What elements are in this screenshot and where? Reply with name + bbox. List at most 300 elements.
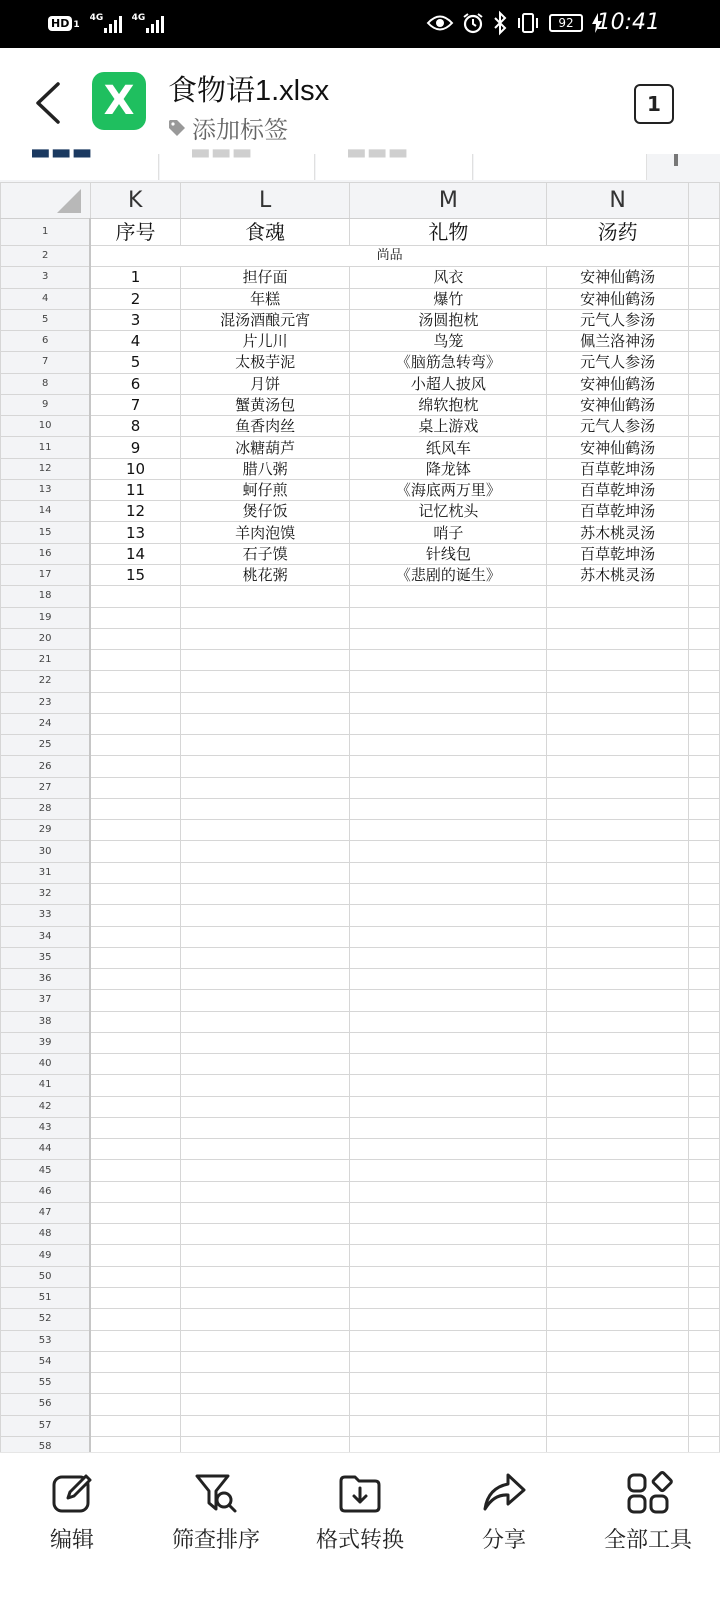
cell[interactable]: 13 (90, 522, 180, 543)
cell[interactable]: 纸风车 (350, 437, 547, 458)
cell[interactable] (689, 543, 720, 564)
cell[interactable] (350, 1181, 547, 1202)
cell[interactable] (689, 1181, 720, 1202)
row-number[interactable]: 41 (1, 1075, 91, 1096)
row-number[interactable]: 45 (1, 1160, 91, 1181)
cell[interactable] (689, 586, 720, 607)
cell[interactable] (350, 735, 547, 756)
cell[interactable] (90, 883, 180, 904)
cell[interactable]: 桌上游戏 (350, 416, 547, 437)
cell[interactable] (180, 1266, 350, 1287)
cell[interactable] (689, 1394, 720, 1415)
cell[interactable] (689, 1245, 720, 1266)
cell[interactable] (689, 352, 720, 373)
cell[interactable] (689, 564, 720, 585)
cell[interactable] (90, 1054, 180, 1075)
cell[interactable] (180, 671, 350, 692)
cell[interactable]: 太极芋泥 (180, 352, 350, 373)
cell[interactable] (350, 1266, 547, 1287)
cell[interactable] (90, 1160, 180, 1181)
cell[interactable]: 鸟笼 (350, 331, 547, 352)
row-number[interactable]: 26 (1, 756, 91, 777)
row-number[interactable]: 32 (1, 883, 91, 904)
cell[interactable] (90, 1224, 180, 1245)
cell[interactable] (547, 1330, 689, 1351)
cell[interactable]: 《悲剧的诞生》 (350, 564, 547, 585)
cell[interactable] (350, 1373, 547, 1394)
cell[interactable]: 序号 (90, 219, 180, 246)
cell[interactable] (547, 1011, 689, 1032)
cell[interactable] (350, 926, 547, 947)
cell[interactable] (90, 1117, 180, 1138)
cell[interactable] (547, 1202, 689, 1223)
cell[interactable] (547, 1117, 689, 1138)
row-number[interactable]: 15 (1, 522, 91, 543)
column-header-m[interactable]: M (350, 183, 547, 219)
cell[interactable] (350, 777, 547, 798)
cell[interactable] (689, 735, 720, 756)
cell[interactable]: 元气人参汤 (547, 309, 689, 330)
cell[interactable] (90, 1394, 180, 1415)
cell[interactable] (90, 1266, 180, 1287)
cell[interactable] (547, 735, 689, 756)
cell[interactable]: 12 (90, 501, 180, 522)
cell[interactable]: 蟹黄汤包 (180, 394, 350, 415)
cell[interactable] (350, 1415, 547, 1436)
cell[interactable] (547, 777, 689, 798)
cell[interactable] (180, 650, 350, 671)
cell[interactable] (547, 756, 689, 777)
cell[interactable] (547, 713, 689, 734)
row-number[interactable]: 20 (1, 628, 91, 649)
cell[interactable] (180, 969, 350, 990)
sheet-tab-3[interactable] (316, 140, 473, 180)
cell[interactable] (547, 820, 689, 841)
cell[interactable] (350, 1054, 547, 1075)
cell[interactable] (689, 1202, 720, 1223)
cell[interactable] (689, 820, 720, 841)
cell[interactable] (689, 926, 720, 947)
cell[interactable] (350, 607, 547, 628)
cell[interactable]: 风衣 (350, 267, 547, 288)
cell[interactable] (547, 1288, 689, 1309)
cell[interactable] (689, 309, 720, 330)
cell[interactable] (689, 1011, 720, 1032)
row-number[interactable]: 27 (1, 777, 91, 798)
cell[interactable]: 哨子 (350, 522, 547, 543)
cell[interactable] (547, 1096, 689, 1117)
cell[interactable] (689, 522, 720, 543)
cell[interactable] (547, 1075, 689, 1096)
page-count-button[interactable]: 1 (634, 84, 674, 124)
cell[interactable]: 礼物 (350, 219, 547, 246)
cell[interactable] (180, 1351, 350, 1372)
cell[interactable]: 苏木桃灵汤 (547, 564, 689, 585)
cell[interactable] (547, 1181, 689, 1202)
cell[interactable] (689, 373, 720, 394)
sheet-tab-2[interactable] (160, 140, 315, 180)
cell[interactable] (547, 628, 689, 649)
cell[interactable]: 爆竹 (350, 288, 547, 309)
cell[interactable] (689, 1032, 720, 1053)
cell[interactable] (350, 1160, 547, 1181)
cell[interactable] (90, 1415, 180, 1436)
column-header-next[interactable] (689, 183, 720, 219)
cell[interactable]: 降龙钵 (350, 458, 547, 479)
cell[interactable] (180, 820, 350, 841)
cell[interactable] (180, 798, 350, 819)
cell[interactable] (689, 990, 720, 1011)
cell[interactable] (180, 1181, 350, 1202)
cell[interactable] (689, 607, 720, 628)
cell[interactable] (180, 1139, 350, 1160)
cell[interactable]: 片儿川 (180, 331, 350, 352)
cell[interactable] (350, 990, 547, 1011)
cell[interactable] (689, 246, 720, 267)
cell[interactable] (547, 607, 689, 628)
row-number[interactable]: 24 (1, 713, 91, 734)
cell[interactable] (689, 671, 720, 692)
cell[interactable] (547, 841, 689, 862)
row-number[interactable]: 5 (1, 309, 91, 330)
cell[interactable]: 安神仙鹤汤 (547, 288, 689, 309)
cell[interactable] (350, 1351, 547, 1372)
row-number[interactable]: 3 (1, 267, 91, 288)
cell[interactable] (350, 628, 547, 649)
cell[interactable]: 腊八粥 (180, 458, 350, 479)
cell[interactable] (689, 969, 720, 990)
cell[interactable] (350, 969, 547, 990)
cell[interactable] (689, 947, 720, 968)
column-header-l[interactable]: L (180, 183, 350, 219)
cell[interactable] (180, 1373, 350, 1394)
sheet-tab-4[interactable] (474, 154, 647, 180)
row-number[interactable]: 2 (1, 246, 91, 267)
cell[interactable] (180, 883, 350, 904)
cell[interactable] (547, 969, 689, 990)
row-number[interactable]: 1 (1, 219, 91, 246)
row-number[interactable]: 9 (1, 394, 91, 415)
cell[interactable]: 5 (90, 352, 180, 373)
cell[interactable] (350, 1032, 547, 1053)
cell[interactable] (180, 1117, 350, 1138)
cell[interactable] (90, 735, 180, 756)
cell[interactable] (90, 926, 180, 947)
cell[interactable]: 《海底两万里》 (350, 479, 547, 500)
select-all-corner[interactable] (1, 183, 91, 219)
cell[interactable] (180, 1202, 350, 1223)
cell[interactable]: 小超人披风 (350, 373, 547, 394)
cell[interactable] (350, 1096, 547, 1117)
cell[interactable] (180, 692, 350, 713)
row-number[interactable]: 57 (1, 1415, 91, 1436)
cell[interactable] (180, 607, 350, 628)
cell[interactable] (689, 650, 720, 671)
cell[interactable] (350, 671, 547, 692)
cell[interactable] (180, 777, 350, 798)
column-header-k[interactable]: K (90, 183, 180, 219)
cell[interactable] (180, 1224, 350, 1245)
cell[interactable] (350, 1224, 547, 1245)
row-number[interactable]: 39 (1, 1032, 91, 1053)
cell[interactable]: 煲仔饭 (180, 501, 350, 522)
cell[interactable]: 9 (90, 437, 180, 458)
cell[interactable]: 14 (90, 543, 180, 564)
cell[interactable] (547, 650, 689, 671)
cell[interactable] (90, 1032, 180, 1053)
row-number[interactable]: 8 (1, 373, 91, 394)
cell[interactable] (547, 1032, 689, 1053)
cell[interactable]: 汤圆抱枕 (350, 309, 547, 330)
row-number[interactable]: 18 (1, 586, 91, 607)
filter-sort-button[interactable] (144, 1453, 288, 1601)
cell[interactable]: 1 (90, 267, 180, 288)
cell[interactable] (180, 990, 350, 1011)
cell[interactable]: 冰糖葫芦 (180, 437, 350, 458)
cell[interactable]: 百草乾坤汤 (547, 458, 689, 479)
row-number[interactable]: 33 (1, 905, 91, 926)
cell[interactable] (90, 1351, 180, 1372)
cell[interactable] (180, 586, 350, 607)
cell[interactable] (90, 969, 180, 990)
cell[interactable] (689, 628, 720, 649)
cell[interactable]: 2 (90, 288, 180, 309)
cell[interactable] (180, 1096, 350, 1117)
cell[interactable] (547, 947, 689, 968)
cell[interactable] (350, 1202, 547, 1223)
cell[interactable] (90, 671, 180, 692)
cell[interactable] (350, 1394, 547, 1415)
cell[interactable] (547, 692, 689, 713)
cell[interactable]: 安神仙鹤汤 (547, 267, 689, 288)
cell[interactable] (547, 586, 689, 607)
cell[interactable] (689, 501, 720, 522)
cell[interactable] (350, 862, 547, 883)
row-number[interactable]: 51 (1, 1288, 91, 1309)
row-number[interactable]: 31 (1, 862, 91, 883)
row-number[interactable]: 28 (1, 798, 91, 819)
cell[interactable] (350, 1139, 547, 1160)
cell[interactable] (180, 947, 350, 968)
cell[interactable] (90, 713, 180, 734)
format-convert-button[interactable] (288, 1453, 432, 1601)
cell[interactable]: 绵软抱枕 (350, 394, 547, 415)
cell[interactable] (689, 267, 720, 288)
cell[interactable] (689, 1309, 720, 1330)
cell[interactable]: 安神仙鹤汤 (547, 394, 689, 415)
cell[interactable]: 佩兰洛神汤 (547, 331, 689, 352)
cell[interactable] (689, 1330, 720, 1351)
share-button[interactable] (432, 1453, 576, 1601)
row-number[interactable]: 49 (1, 1245, 91, 1266)
cell[interactable]: 3 (90, 309, 180, 330)
cell[interactable] (180, 756, 350, 777)
cell[interactable] (547, 1139, 689, 1160)
row-number[interactable]: 54 (1, 1351, 91, 1372)
row-number[interactable]: 44 (1, 1139, 91, 1160)
cell[interactable] (350, 713, 547, 734)
row-number[interactable]: 46 (1, 1181, 91, 1202)
cell[interactable] (180, 1011, 350, 1032)
cell[interactable] (90, 1373, 180, 1394)
cell[interactable] (689, 756, 720, 777)
cell[interactable] (350, 1288, 547, 1309)
cell[interactable]: 百草乾坤汤 (547, 501, 689, 522)
cell[interactable] (689, 692, 720, 713)
row-number[interactable]: 35 (1, 947, 91, 968)
row-number[interactable]: 23 (1, 692, 91, 713)
cell[interactable] (350, 692, 547, 713)
cell[interactable] (547, 1394, 689, 1415)
row-number[interactable]: 53 (1, 1330, 91, 1351)
cell[interactable]: 10 (90, 458, 180, 479)
cell[interactable] (689, 883, 720, 904)
cell[interactable] (90, 947, 180, 968)
cell[interactable] (350, 756, 547, 777)
cell[interactable] (180, 1309, 350, 1330)
cell[interactable] (350, 1011, 547, 1032)
cell[interactable] (350, 586, 547, 607)
cell[interactable] (689, 862, 720, 883)
cell[interactable] (547, 1245, 689, 1266)
cell[interactable]: 年糕 (180, 288, 350, 309)
row-number[interactable]: 42 (1, 1096, 91, 1117)
cell[interactable] (180, 1394, 350, 1415)
cell[interactable] (547, 798, 689, 819)
cell[interactable] (547, 1309, 689, 1330)
cell[interactable] (689, 288, 720, 309)
cell[interactable] (689, 331, 720, 352)
cell[interactable] (180, 905, 350, 926)
cell[interactable] (90, 607, 180, 628)
cell[interactable] (90, 650, 180, 671)
cell[interactable] (350, 650, 547, 671)
cell[interactable] (180, 713, 350, 734)
row-number[interactable]: 16 (1, 543, 91, 564)
cell[interactable] (90, 756, 180, 777)
cell[interactable] (350, 1245, 547, 1266)
cell[interactable] (689, 219, 720, 246)
cell[interactable] (90, 841, 180, 862)
cell[interactable] (689, 437, 720, 458)
row-number[interactable]: 40 (1, 1054, 91, 1075)
sheet-tab-1[interactable] (0, 140, 159, 180)
cell[interactable] (90, 1075, 180, 1096)
cell[interactable] (689, 416, 720, 437)
cell[interactable] (350, 798, 547, 819)
cell[interactable] (547, 1351, 689, 1372)
cell[interactable] (90, 628, 180, 649)
cell[interactable] (689, 798, 720, 819)
cell[interactable] (180, 862, 350, 883)
cell[interactable] (689, 1054, 720, 1075)
cell[interactable] (547, 1373, 689, 1394)
row-number[interactable]: 14 (1, 501, 91, 522)
row-number[interactable]: 25 (1, 735, 91, 756)
cell[interactable] (90, 1181, 180, 1202)
cell[interactable]: 安神仙鹤汤 (547, 373, 689, 394)
cell[interactable] (350, 905, 547, 926)
cell[interactable] (180, 1075, 350, 1096)
row-number[interactable]: 6 (1, 331, 91, 352)
cell[interactable] (90, 820, 180, 841)
row-number[interactable]: 38 (1, 1011, 91, 1032)
cell[interactable] (689, 713, 720, 734)
cell[interactable] (90, 586, 180, 607)
cell[interactable] (689, 1224, 720, 1245)
row-number[interactable]: 36 (1, 969, 91, 990)
cell[interactable]: 针线包 (350, 543, 547, 564)
cell[interactable] (90, 692, 180, 713)
cell[interactable] (689, 1373, 720, 1394)
row-number[interactable]: 37 (1, 990, 91, 1011)
cell[interactable] (90, 905, 180, 926)
cell[interactable] (689, 1415, 720, 1436)
cell[interactable] (689, 1139, 720, 1160)
cell[interactable] (689, 1266, 720, 1287)
cell[interactable] (90, 1011, 180, 1032)
cell[interactable] (547, 1160, 689, 1181)
cell[interactable] (350, 883, 547, 904)
cell[interactable] (689, 1075, 720, 1096)
cell[interactable] (90, 1330, 180, 1351)
row-number[interactable]: 22 (1, 671, 91, 692)
cell[interactable] (547, 905, 689, 926)
cell[interactable] (689, 394, 720, 415)
cell[interactable] (180, 926, 350, 947)
cell[interactable] (90, 1202, 180, 1223)
cell[interactable] (180, 735, 350, 756)
cell[interactable]: 元气人参汤 (547, 352, 689, 373)
cell[interactable] (547, 1266, 689, 1287)
edit-button[interactable] (0, 1453, 144, 1601)
cell[interactable] (547, 671, 689, 692)
cell[interactable]: 15 (90, 564, 180, 585)
cell[interactable] (180, 1054, 350, 1075)
all-tools-button[interactable] (576, 1453, 720, 1601)
cell[interactable] (90, 1096, 180, 1117)
cell[interactable] (180, 628, 350, 649)
cell[interactable] (689, 905, 720, 926)
cell[interactable] (547, 862, 689, 883)
cell[interactable] (689, 841, 720, 862)
spreadsheet-grid[interactable] (0, 182, 720, 1452)
cell[interactable] (180, 1330, 350, 1351)
cell[interactable] (180, 1160, 350, 1181)
cell[interactable] (90, 1139, 180, 1160)
cell[interactable]: 百草乾坤汤 (547, 543, 689, 564)
row-number[interactable]: 56 (1, 1394, 91, 1415)
row-number[interactable]: 4 (1, 288, 91, 309)
cell[interactable] (547, 1224, 689, 1245)
cell[interactable] (350, 947, 547, 968)
cell[interactable]: 4 (90, 331, 180, 352)
row-number[interactable]: 17 (1, 564, 91, 585)
cell[interactable]: 百草乾坤汤 (547, 479, 689, 500)
cell[interactable] (350, 1330, 547, 1351)
row-number[interactable]: 11 (1, 437, 91, 458)
cell[interactable]: 担仔面 (180, 267, 350, 288)
cell[interactable] (547, 926, 689, 947)
cell[interactable] (689, 479, 720, 500)
cell[interactable] (350, 1075, 547, 1096)
row-number[interactable]: 52 (1, 1309, 91, 1330)
row-number[interactable]: 58 (1, 1436, 91, 1457)
cell[interactable] (689, 1117, 720, 1138)
cell[interactable]: 鱼香肉丝 (180, 416, 350, 437)
cell[interactable]: 8 (90, 416, 180, 437)
row-number[interactable]: 34 (1, 926, 91, 947)
